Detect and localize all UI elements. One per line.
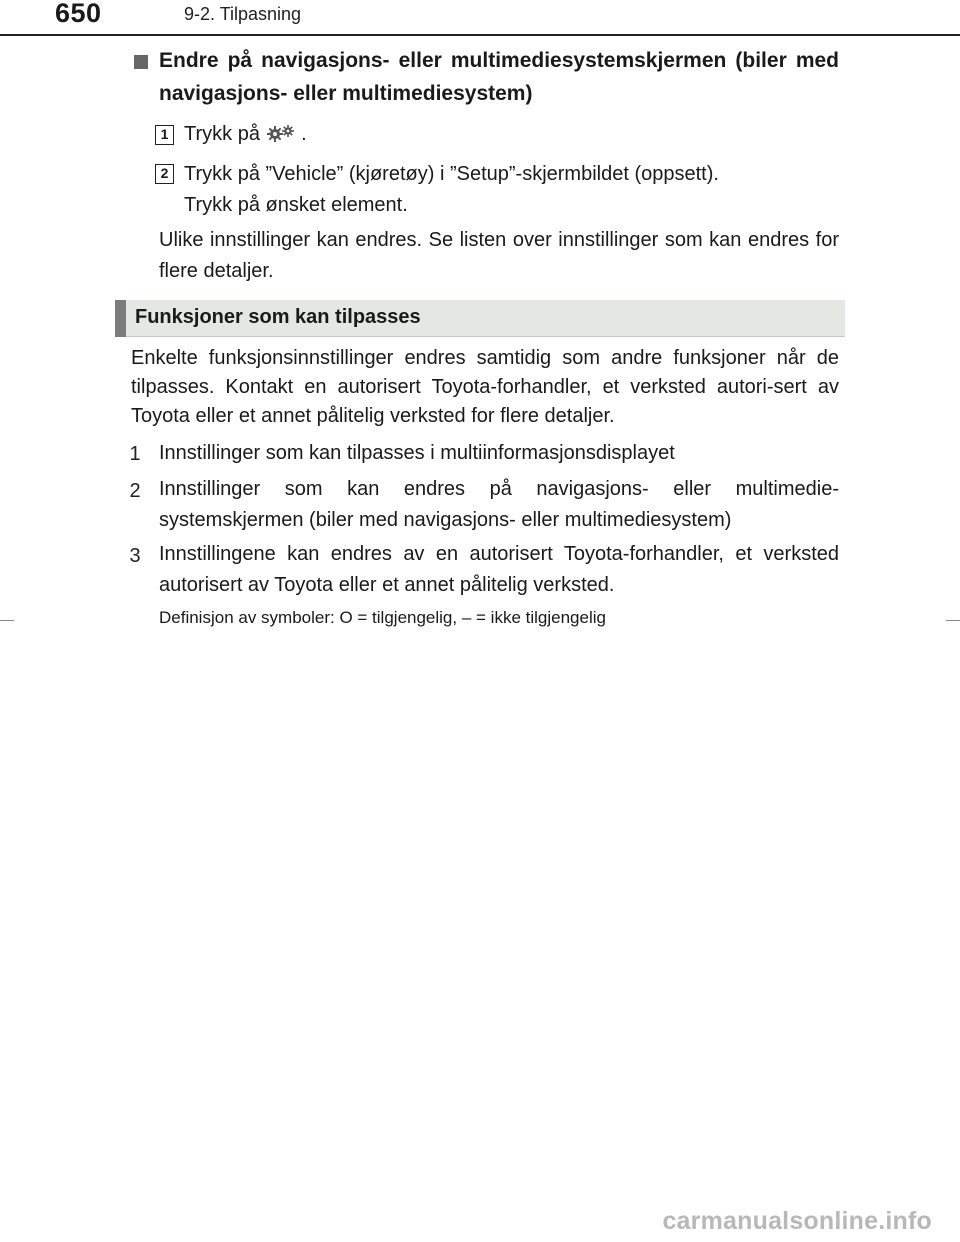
watermark-text: carmanualsonline.info (662, 1207, 932, 1235)
step-1-text-before: Trykk på (184, 123, 260, 145)
list-number-2: 2 (129, 480, 141, 502)
list-item-3: Innstillingene kan endres av en autorisert Toyota-forhandler, et verksted autorisert av Toyota eller et annet pålitelig verksted. (159, 543, 839, 596)
step-1-text (184, 118, 307, 150)
step-2-line-2: Trykk på ønsket element. (184, 194, 408, 216)
crop-mark-right (946, 620, 960, 621)
list-item-1: Innstillinger som kan tilpasses i multiinformasjonsdisplayet (159, 442, 675, 464)
list-number-1: 1 (129, 443, 141, 465)
step-badge-2: 2 (155, 164, 174, 184)
header-divider (0, 34, 960, 36)
square-bullet-icon (134, 55, 148, 69)
page-number: 650 (55, 0, 102, 28)
symbols-definition: Definisjon av symboler: O = tilgjengelig, – = ikke tilgjengelig (159, 608, 606, 627)
section-header-accent (115, 300, 126, 337)
list-item-2: Innstillinger som kan endres på navigasjons- eller multimedie-systemskjermen (biler med navigasjons- eller multimediesystem) (159, 478, 839, 531)
step-1-text-after: . (301, 123, 307, 145)
section-intro: Enkelte funksjonsinnstillinger endres samtidig som andre funksjoner når de tilpasses. Kontakt en autorisert Toyota-forhandler, et verksted autori-sert av Toyota eller et annet pålitelig verksted for flere detaljer. (131, 347, 839, 427)
section-reference: 9-2. Tilpasning (184, 4, 302, 24)
section-title: Funksjoner som kan tilpasses (135, 306, 421, 328)
subsection-heading: Endre på navigasjons- eller multimediesystemskjermen (biler med navigasjons- eller multimediesystem) (159, 49, 839, 105)
note-paragraph: Ulike innstillinger kan endres. Se listen over innstillinger som kan endres for flere detaljer. (159, 229, 839, 282)
settings-gears-icon (266, 120, 296, 138)
crop-mark-left (0, 620, 14, 621)
step-2-line-1: Trykk på ”Vehicle” (kjøretøy) i ”Setup”-skjermbildet (oppsett). (184, 163, 719, 185)
list-number-3: 3 (129, 545, 141, 567)
step-badge-1: 1 (155, 125, 174, 145)
